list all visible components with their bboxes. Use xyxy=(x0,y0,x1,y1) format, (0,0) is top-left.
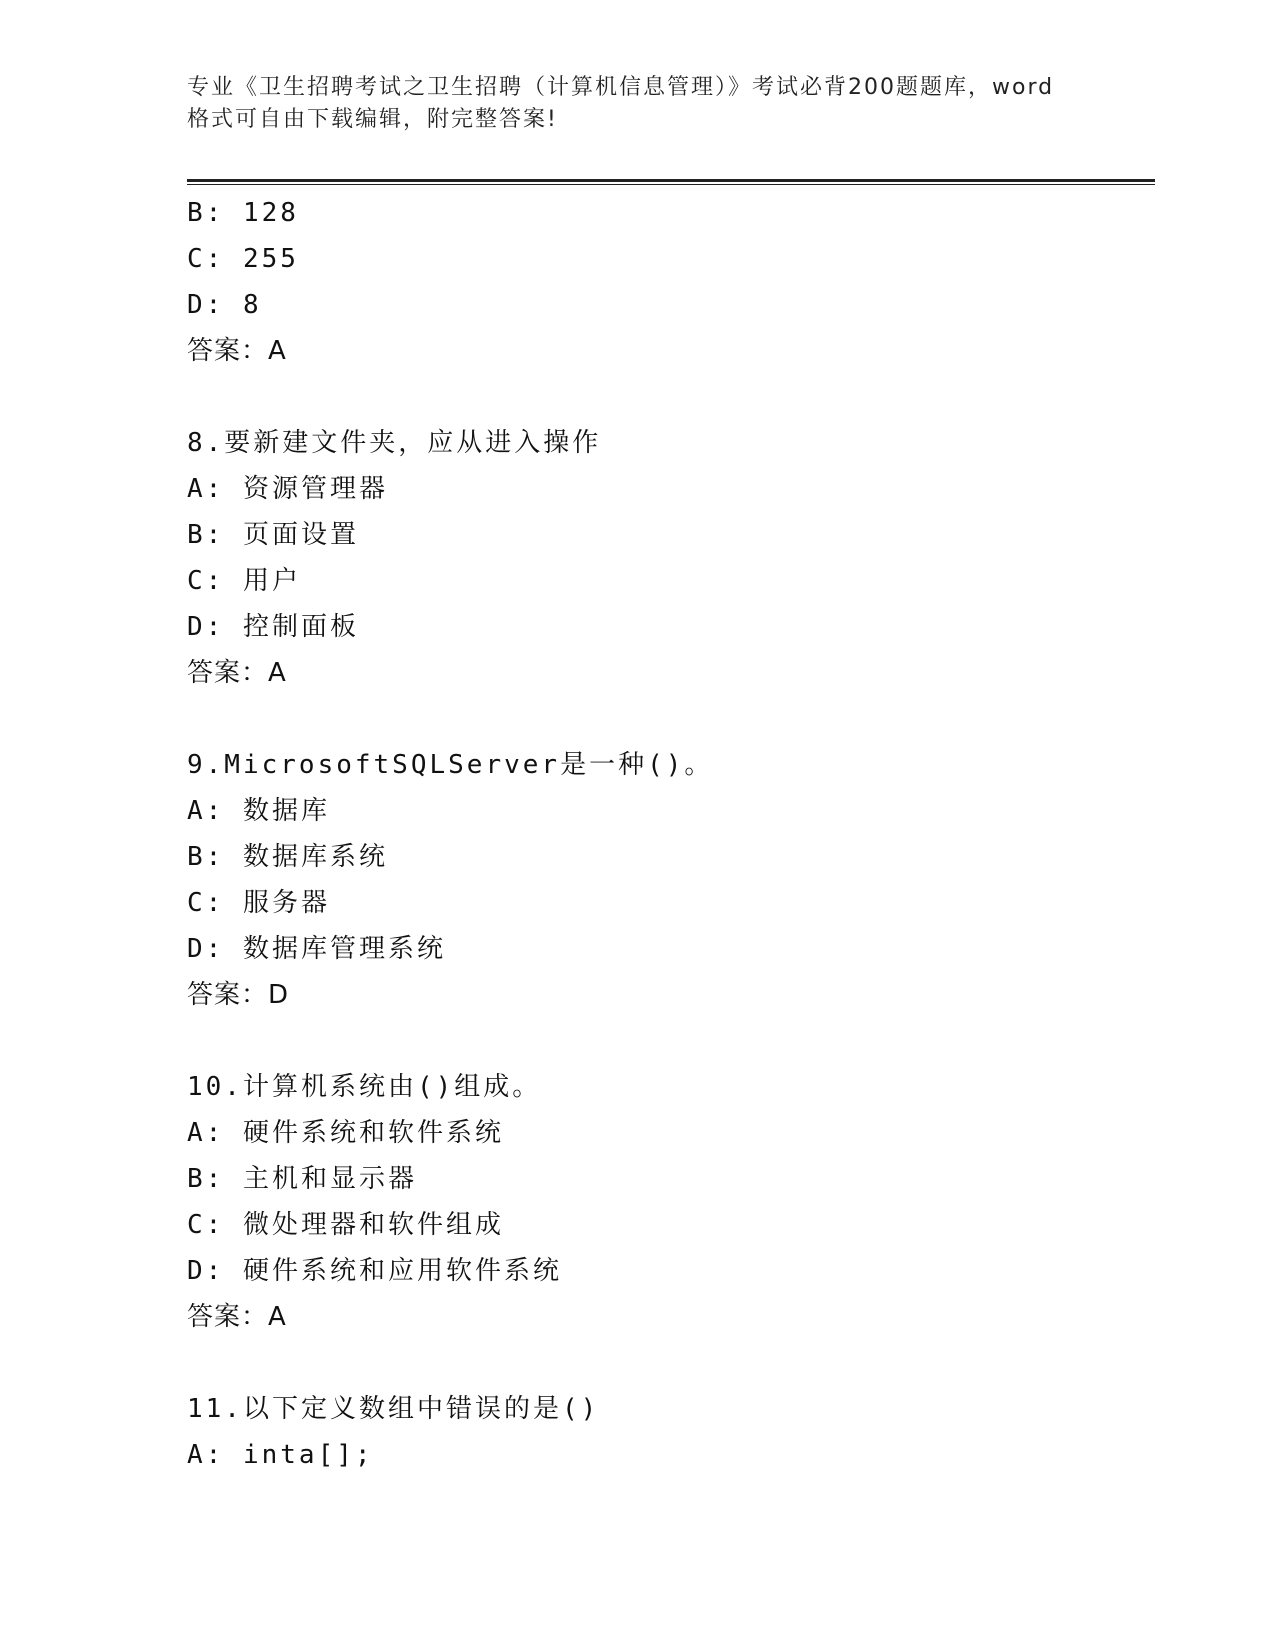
spacer xyxy=(187,696,1147,742)
document-header xyxy=(187,72,1087,136)
question-11 xyxy=(187,1386,1147,1478)
header-line-1: 专业《卫生招聘考试之卫生招聘（计算机信息管理）》考试必背200题题库，word xyxy=(187,75,1055,100)
answer: 答案：A xyxy=(187,1302,287,1332)
question-10 xyxy=(187,1064,1147,1340)
option-c: C: 255 xyxy=(187,244,299,274)
option-c: C: 服务器 xyxy=(187,888,330,918)
question-list xyxy=(187,190,1147,1478)
option-b: B: 页面设置 xyxy=(187,520,359,550)
option-b: B: 数据库系统 xyxy=(187,842,388,872)
option-d: D: 控制面板 xyxy=(187,612,359,642)
question-title: 10.计算机系统由()组成。 xyxy=(187,1072,542,1102)
spacer xyxy=(187,1340,1147,1386)
option-a: A: 资源管理器 xyxy=(187,474,388,504)
header-line-2: 格式可自由下载编辑，附完整答案! xyxy=(187,107,558,132)
option-d: D: 8 xyxy=(187,290,262,320)
option-b: B: 128 xyxy=(187,198,299,228)
header-divider-thick xyxy=(187,179,1155,182)
option-c: C: 微处理器和软件组成 xyxy=(187,1210,504,1240)
question-title: 11.以下定义数组中错误的是() xyxy=(187,1394,600,1424)
option-d: D: 数据库管理系统 xyxy=(187,934,446,964)
question-title: 9.MicrosoftSQLServer是一种()。 xyxy=(187,750,714,780)
question-8 xyxy=(187,420,1147,696)
option-a: A: inta[]; xyxy=(187,1440,374,1470)
option-c: C: 用户 xyxy=(187,566,301,596)
question-7-partial xyxy=(187,190,1147,374)
spacer xyxy=(187,374,1147,420)
option-a: A: 硬件系统和软件系统 xyxy=(187,1118,504,1148)
question-title: 8.要新建文件夹，应从进入操作 xyxy=(187,428,602,458)
header-divider-thin xyxy=(187,184,1155,185)
answer: 答案：A xyxy=(187,336,287,366)
answer: 答案：D xyxy=(187,980,290,1010)
option-d: D: 硬件系统和应用软件系统 xyxy=(187,1256,562,1286)
spacer xyxy=(187,1018,1147,1064)
option-a: A: 数据库 xyxy=(187,796,330,826)
answer: 答案：A xyxy=(187,658,287,688)
option-b: B: 主机和显示器 xyxy=(187,1164,417,1194)
question-9 xyxy=(187,742,1147,1018)
